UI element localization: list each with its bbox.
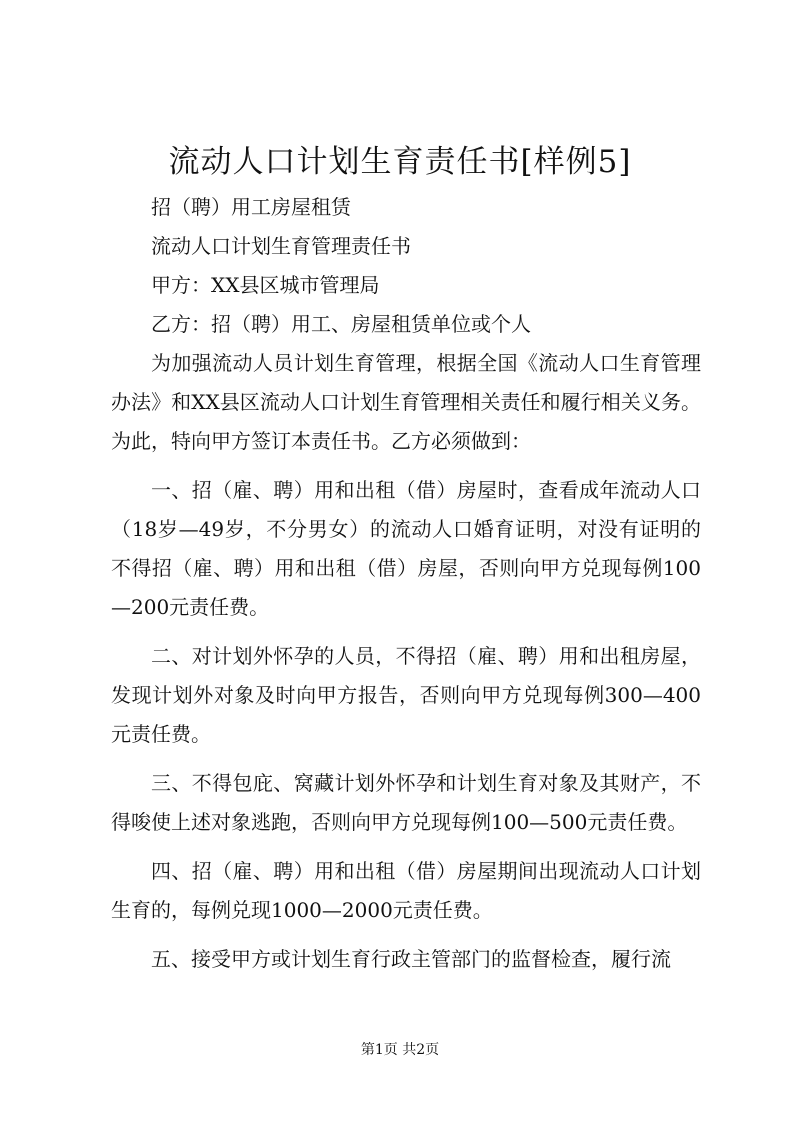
paragraph-clause-2: 二、对计划外怀孕的人员，不得招（雇、聘）用和出租房屋，发现计划外对象及时向甲方报告，否则向甲方兑现每例300—400元责任费。	[111, 644, 701, 746]
page-number-footer: 第1页 共2页	[360, 1042, 440, 1058]
paragraph-clause-4: 四、招（雇、聘）用和出租（借）房屋期间出现流动人口计划生育的，每例兑现1000—2000元责任费。	[111, 859, 701, 922]
document-title: 流动人口计划生育责任书[样例5]	[168, 144, 632, 180]
paragraph-clause-3: 三、不得包庇、窝藏计划外怀孕和计划生育对象及其财产，不得唆使上述对象逃跑，否则向甲方兑现每例100—500元责任费。	[111, 771, 701, 834]
paragraph-doc-name: 流动人口计划生育管理责任书	[151, 234, 411, 258]
paragraph-party-b: 乙方：招（聘）用工、房屋租赁单位或个人	[151, 312, 531, 336]
document-body	[111, 188, 701, 979]
paragraph-clause-1: 一、招（雇、聘）用和出租（借）房屋时，查看成年流动人口（18岁—49岁，不分男女）的流动人口婚育证明，对没有证明的不得招（雇、聘）用和出租（借）房屋，否则向甲方兑现每例100—200元责任费。	[111, 478, 701, 619]
paragraph-intro: 为加强流动人员计划生育管理，根据全国《流动人口生育管理办法》和XX县区流动人口计划生育管理相关责任和履行相关义务。为此，特向甲方签订本责任书。乙方必须做到：	[111, 351, 701, 453]
paragraph-subtitle: 招（聘）用工房屋租赁	[151, 195, 351, 219]
paragraph-party-a: 甲方：XX县区城市管理局	[151, 273, 380, 297]
paragraph-clause-5: 五、接受甲方或计划生育行政主管部门的监督检查，履行流	[151, 947, 671, 971]
